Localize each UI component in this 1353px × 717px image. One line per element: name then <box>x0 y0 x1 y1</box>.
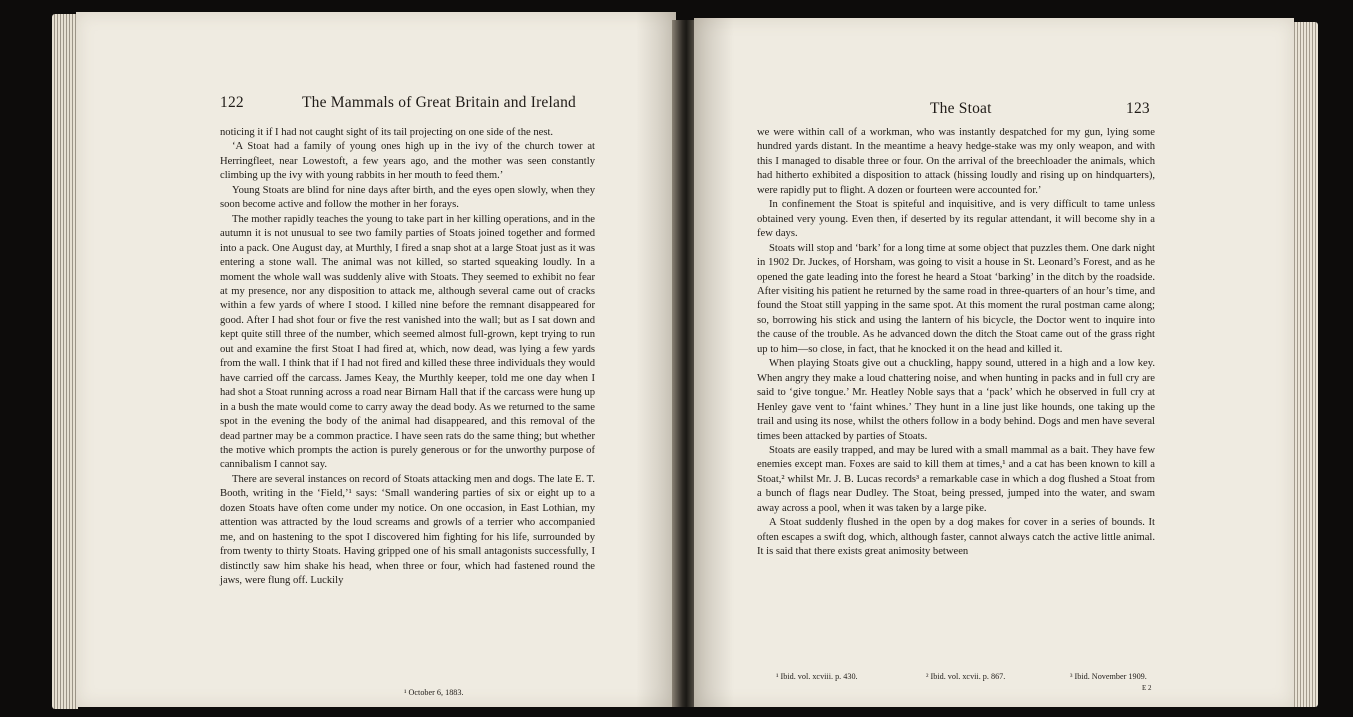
right-page-body <box>757 126 1155 560</box>
paragraph: ‘A Stoat had a family of young ones high up in the ivy of the church tower at Herringfleet, near Lowestoft, a few years ago, and the mother was seen constantly climbing up the ivy with young rabbits in her mouth to feed them.’ <box>220 141 595 182</box>
left-page-number: 122 <box>220 94 244 111</box>
paragraph: Stoats will stop and ‘bark’ for a long time at some object that puzzles them. One dark night in 1902 Dr. Juckes, of Horsham, was going to visit a house in St. Leonard’s Forest, and as he opened the gate leading into the forest he heard a Stoat ‘barking’ in the ditch by the roadside. After visiting his patient he returned by the same road in three-quarters of an hour’s time, and found the Stoat still yapping in the same spot. At this moment the rural postman came along; so, borrowing his stick and using the lantern of his bicycle, the Doctor went to inquire into the cause of the trouble. As he advanced down the ditch the Stoat came out of the grass right up to him—so close, in fact, that he knocked it on the head and killed it. <box>757 242 1155 355</box>
left-page <box>76 12 676 707</box>
signature-mark: E 2 <box>1142 684 1152 692</box>
left-page-edges <box>52 14 78 709</box>
left-running-title: The Mammals of Great Britain and Ireland <box>302 94 576 111</box>
left-footnote: ¹ October 6, 1883. <box>404 688 464 697</box>
paragraph: we were within call of a workman, who was instantly despatched for my gun, lying some hundred yards distant. In the meantime a heavy hedge-stake was my only weapon, and with this I managed to disable three or four. On the arrival of the breechloader the animals, which had hitherto exhibited a disposition to attack (hissing loudly and rising up on hindquarters), were rapidly put to flight. A dozen or fourteen were accounted for.’ <box>757 127 1155 196</box>
right-page <box>694 18 1294 707</box>
right-page-number: 123 <box>1126 100 1150 117</box>
paragraph: Young Stoats are blind for nine days after birth, and the eyes open slowly, when they soon become active and follow the mother in her forays. <box>220 184 595 211</box>
footnote-2: ² Ibid. vol. xcvii. p. 867. <box>926 672 1006 681</box>
right-page-edges <box>1292 22 1318 707</box>
paragraph: noticing it if I had not caught sight of its tail projecting on one side of the nest. <box>220 127 554 138</box>
left-page-body <box>220 126 595 589</box>
paragraph: In confinement the Stoat is spiteful and inquisitive, and is very difficult to tame unless obtained very young. Even then, if deserted by its regular attendant, it will become shy in a few days. <box>757 199 1155 240</box>
right-footnotes <box>694 672 1294 684</box>
footnote-1: ¹ Ibid. vol. xcviii. p. 430. <box>776 672 858 681</box>
paragraph: A Stoat suddenly flushed in the open by a dog makes for cover in a series of bounds. It often escapes a swift dog, which, although faster, cannot always catch the active little animal. It is said that there exists great animosity between <box>757 517 1155 558</box>
paragraph: The mother rapidly teaches the young to take part in her killing operations, and in the autumn it is not unusual to see two family parties of Stoats joined together and formed into a pack. One August day, at Murthly, I fired a snap shot at a large Stoat just as it was entering a stone wall. The animal was not killed, so started squeaking loudly. In a moment the whole wall was suddenly alive with Stoats. They seemed to exhibit no fear at my presence, nor any disposition to attack me, although several came out of cracks within a few yards of where I stood. I killed nine before the remnant disappeared for good. After I had shot four or five the rest vanished into the wall; but as I sat down and kept quite still three of the number, which seemed almost full-grown, kept trying to run out and examine the first Stoat I had fired at, which, now dead, was lying a few yards from the wall. I think that if I had not fired and killed these three individuals they would have carried off the carcass. James Keay, the Murthly keeper, told me one day when I had shot a Stoat running across a road near Birnam Hall that if the carcass were hung up in a bush the mate would come to carry away the dead body. As we returned to the same spot in the evening the body of the animal had disappeared, and this removal of the dead partner may be a common practice. I have seen rats do the same thing; but whether the motive which prompts the action is purely generous or for the unworthy purpose of cannibalism I cannot say. <box>220 213 595 471</box>
right-running-title: The Stoat <box>930 100 992 117</box>
paragraph: Stoats are easily trapped, and may be lured with a small mammal as a bait. They have few enemies except man. Foxes are said to kill them at times,¹ and a cat has been known to kill a Stoat,² whilst Mr. J. B. Lucas records³ a remarkable case in which a dog flushed a Stoat from a bunch of flags near Dudley. The Stoat, being pressed, jumped into the water, and swam away across a pool, when it was taken by a large pike. <box>757 444 1155 514</box>
footnote-3: ³ Ibid. November 1909. <box>1070 672 1147 681</box>
paragraph: When playing Stoats give out a chuckling, happy sound, uttered in a high and a low key. When angry they make a loud chattering noise, and when hunting in packs and in full cry are said to ‘give tongue.’ Mr. Heatley Noble says that a ‘pack’ which he observed in full cry at Henley gave vent to ‘faint whines.’ They hunt in a line just like hounds, one taking up the trail and using its nose, whilst the others follow in a body behind. Dogs and men have several times been attacked by parties of Stoats. <box>757 358 1155 442</box>
paragraph: There are several instances on record of Stoats attacking men and dogs. The late E. T. Booth, writing in the ‘Field,’¹ says: ‘Small wandering parties of six or eight up to a dozen Stoats have often come under my notice. On one occasion, in East Lothian, my attention was attracted by the loud screams and growls of a terrier who accompanied me, and on hastening to the spot I discovered him fighting for his life, surrounded by from twenty to thirty Stoats. Having gripped one of his small antagonists successfully, I distinctly saw him shake his head, when three or four, which had fastened round the jaws, were flung off. Luckily <box>220 473 595 587</box>
